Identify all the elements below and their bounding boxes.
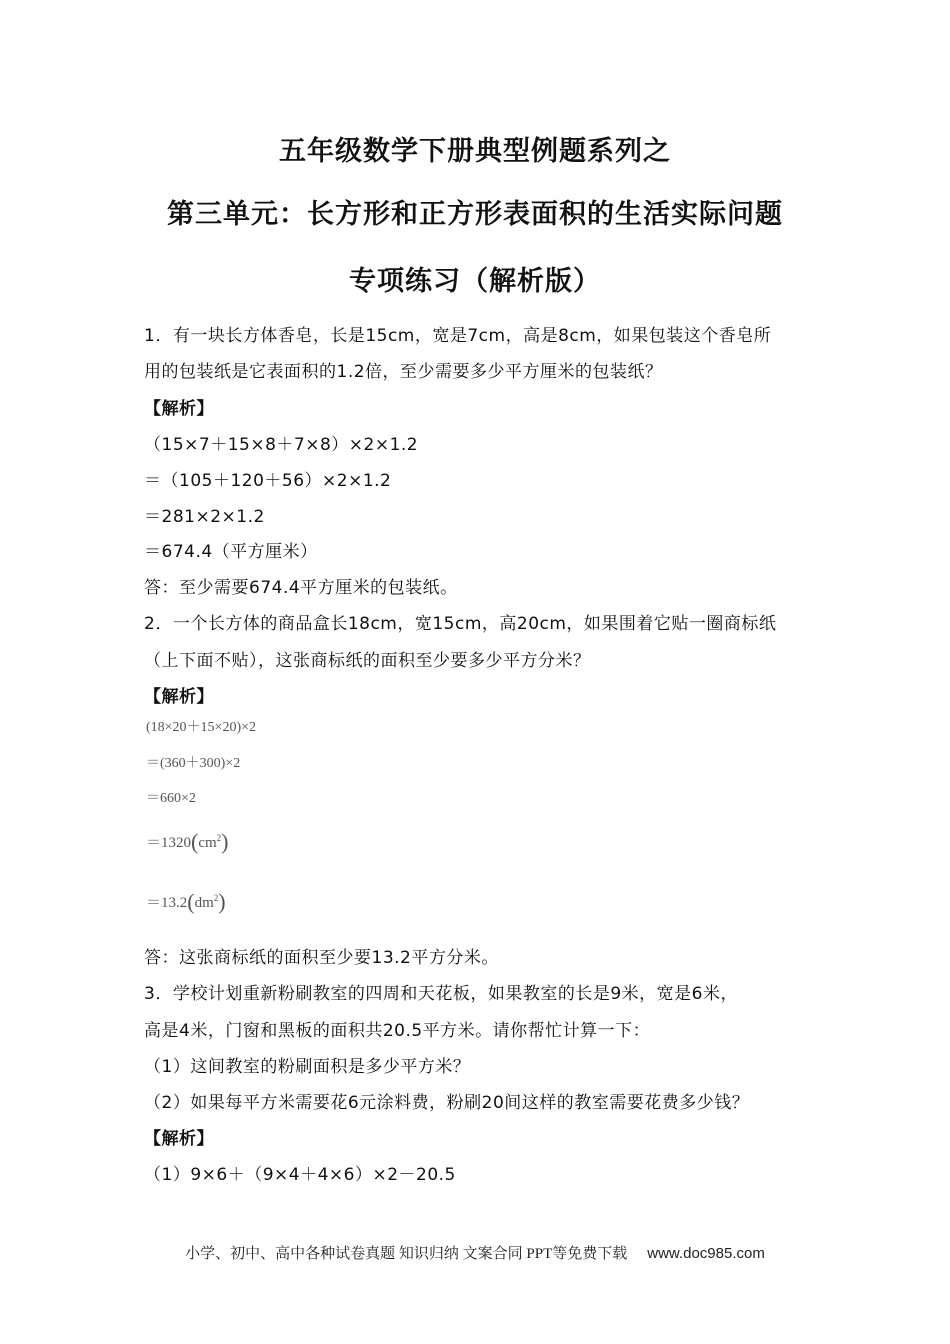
footer-text: 小学、初中、高中各种试卷真题 知识归纳 文案合同 PPT等免费下载	[185, 1246, 628, 1262]
q3-step1: （1）9×6＋（9×4＋4×6）×2－20.5	[144, 1165, 456, 1185]
q2-step5-exp: 2	[213, 893, 219, 903]
q2-analysis-label: 【解析】	[144, 687, 214, 707]
title-unit: 第三单元：长方形和正方形表面积的生活实际问题	[167, 199, 783, 230]
q2-step5-unit: dm	[194, 895, 214, 911]
q3-sub2: （2）如果每平方米需要花6元涂料费，粉刷20间这样的教室需要花费多少钱？	[144, 1093, 750, 1113]
title-practice: 专项练习（解析版）	[349, 266, 601, 297]
q1-step4: ＝674.4（平方厘米）	[144, 542, 318, 562]
q2-step4: $=1320(cm^2)$	[146, 829, 229, 854]
q2-step5: $=13.2(dm^2)$	[146, 889, 226, 914]
q1-step1: （15×7＋15×8＋7×8）×2×1.2	[144, 435, 419, 455]
q1-analysis-label: 【解析】	[144, 399, 214, 419]
q1-step3: ＝281×2×1.2	[144, 507, 265, 527]
q2-step2: ＝(360＋300)×2	[146, 756, 241, 771]
q3-text-line2: 高是4米，门窗和黑板的面积共20.5平方米。请你帮忙计算一下：	[144, 1021, 651, 1041]
q3-analysis-label: 【解析】	[144, 1129, 214, 1149]
q2-step4-exp: 2	[216, 833, 222, 843]
title-series: 五年级数学下册典型例题系列之	[279, 136, 671, 167]
q1-answer: 答：至少需要674.4平方厘米的包装纸。	[144, 578, 458, 598]
q2-step5-value: ＝13.2	[146, 895, 188, 911]
q1-step2: ＝（105＋120＋56）×2×1.2	[144, 471, 392, 491]
q2-step4-unit: cm	[198, 835, 217, 851]
q2-text-line1: 2．一个长方体的商品盒长18cm，宽15cm，高20cm，如果围着它贴一圈商标纸	[144, 614, 777, 634]
footer-url[interactable]: www.doc985.com	[647, 1245, 765, 1262]
q2-step3: ＝660×2	[146, 791, 196, 806]
q2-step1: (18×20＋15×20)×2	[146, 720, 257, 735]
q2-answer: 答：这张商标纸的面积至少要13.2平方分米。	[144, 948, 499, 968]
q2-step4-value: ＝1320	[146, 835, 192, 851]
q3-text-line1: 3．学校计划重新粉刷教室的四周和天花板，如果教室的长是9米，宽是6米，	[144, 984, 738, 1004]
q1-text-line1: 1．有一块长方体香皂，长是15cm，宽是7cm，高是8cm，如果包装这个香皂所	[144, 326, 772, 346]
page-footer	[0, 1242, 950, 1266]
q3-sub1: （1）这间教室的粉刷面积是多少平方米？	[144, 1057, 471, 1077]
q2-text-line2: （上下面不贴），这张商标纸的面积至少要多少平方分米？	[144, 651, 591, 671]
q1-text-line2: 用的包装纸是它表面积的1.2倍，至少需要多少平方厘米的包装纸？	[144, 362, 663, 382]
